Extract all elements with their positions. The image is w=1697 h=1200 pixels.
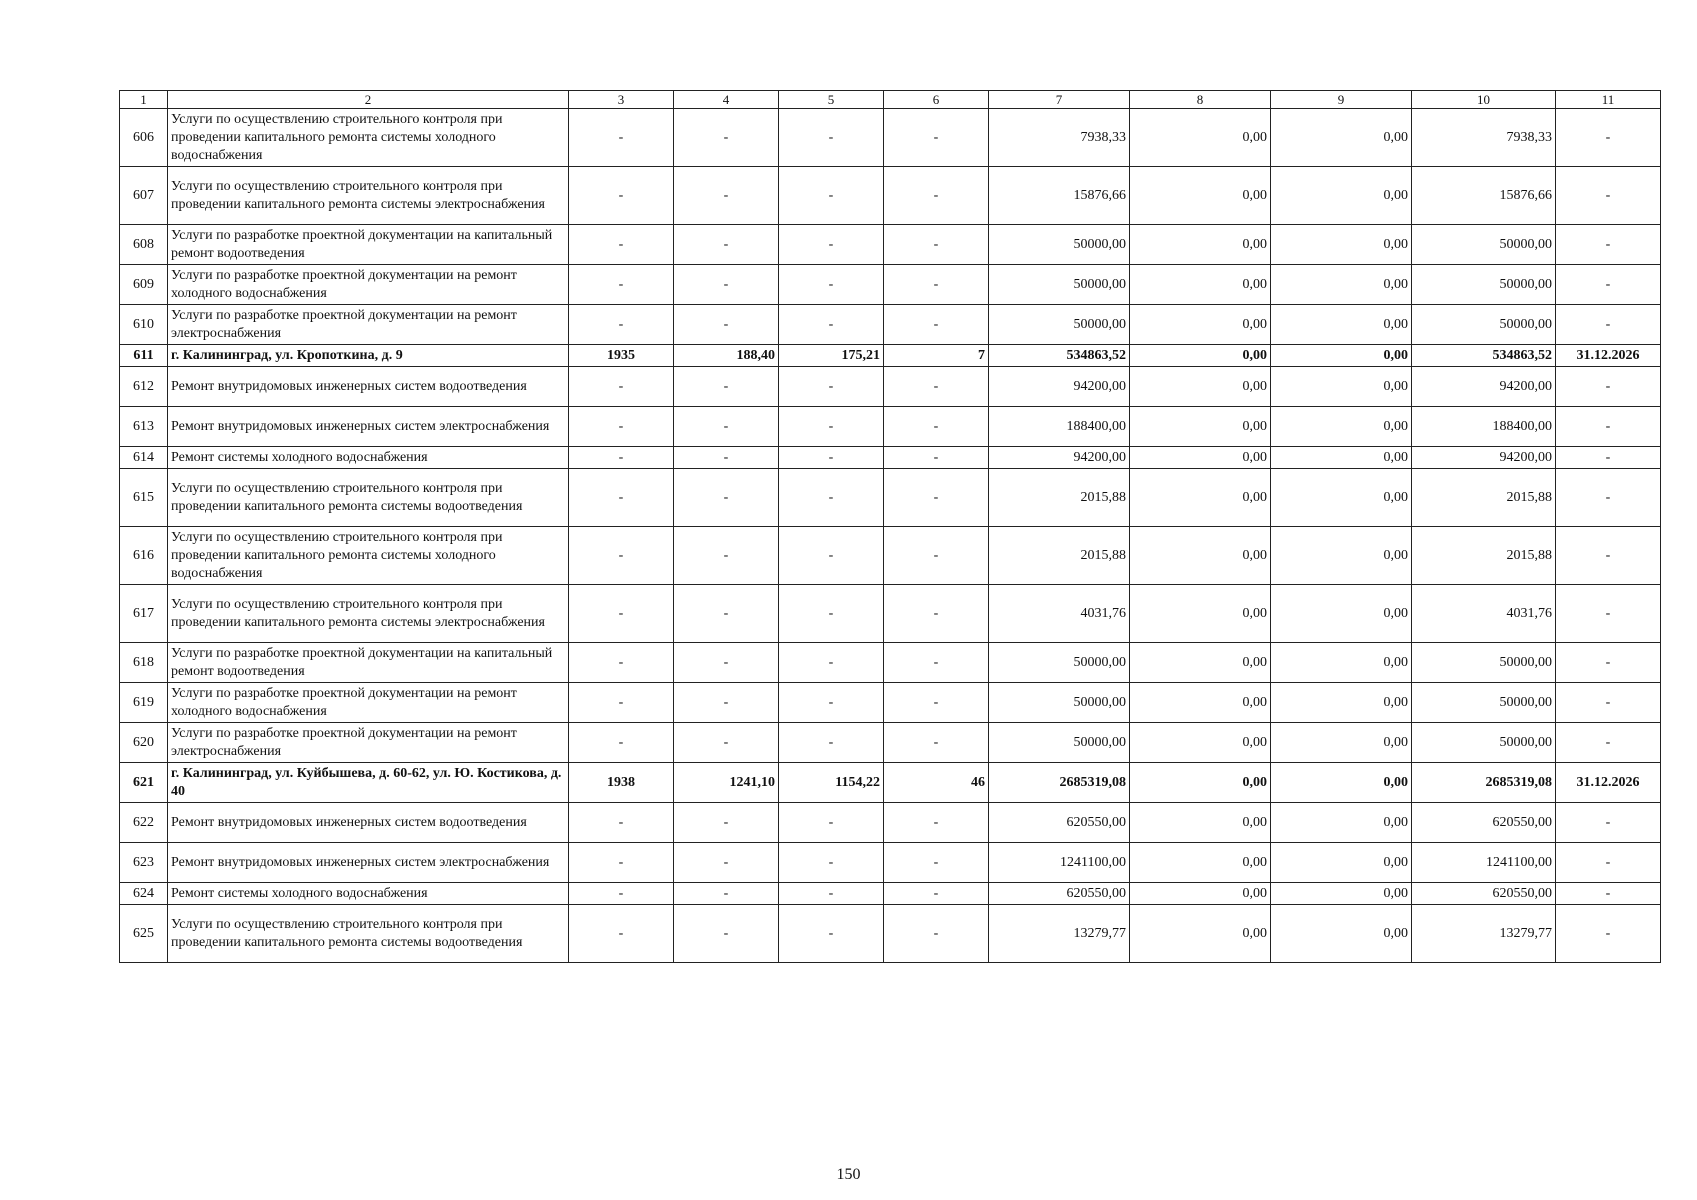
cell-col-8: 0,00 <box>1130 683 1271 723</box>
cell-col-10: 534863,52 <box>1412 345 1556 367</box>
cell-col-10: 188400,00 <box>1412 407 1556 447</box>
row-number-cell: 606 <box>120 109 168 167</box>
row-number-cell: 622 <box>120 803 168 843</box>
table-row <box>120 469 1661 527</box>
cell-col-9: 0,00 <box>1271 407 1412 447</box>
cell-col-9: 0,00 <box>1271 367 1412 407</box>
header-cell: 8 <box>1130 91 1271 109</box>
cell-col-6: - <box>884 447 989 469</box>
header-cell: 10 <box>1412 91 1556 109</box>
cell-col-5: - <box>779 447 884 469</box>
cell-col-6: - <box>884 305 989 345</box>
header-cell: 3 <box>569 91 674 109</box>
table-row <box>120 843 1661 883</box>
object-name-cell: Ремонт системы холодного водоснабжения <box>168 883 569 905</box>
cell-col-3: 1938 <box>569 763 674 803</box>
cell-col-3: - <box>569 447 674 469</box>
table-row <box>120 883 1661 905</box>
cell-col-11: 31.12.2026 <box>1556 763 1661 803</box>
data-table <box>119 90 1661 963</box>
cell-col-3: - <box>569 305 674 345</box>
table-row <box>120 905 1661 963</box>
cell-col-9: 0,00 <box>1271 305 1412 345</box>
cell-col-4: - <box>674 683 779 723</box>
cell-col-9: 0,00 <box>1271 883 1412 905</box>
table-row <box>120 109 1661 167</box>
row-number-cell: 618 <box>120 643 168 683</box>
cell-col-4: - <box>674 905 779 963</box>
cell-col-4: - <box>674 723 779 763</box>
cell-col-7: 620550,00 <box>989 883 1130 905</box>
cell-col-10: 50000,00 <box>1412 723 1556 763</box>
cell-col-6: - <box>884 367 989 407</box>
cell-col-8: 0,00 <box>1130 803 1271 843</box>
cell-col-9: 0,00 <box>1271 585 1412 643</box>
cell-col-6: - <box>884 905 989 963</box>
cell-col-11: - <box>1556 883 1661 905</box>
cell-col-5: - <box>779 109 884 167</box>
cell-col-7: 620550,00 <box>989 803 1130 843</box>
cell-col-5: - <box>779 167 884 225</box>
cell-col-7: 7938,33 <box>989 109 1130 167</box>
cell-col-6: 46 <box>884 763 989 803</box>
cell-col-11: - <box>1556 167 1661 225</box>
row-number-cell: 621 <box>120 763 168 803</box>
row-number-cell: 624 <box>120 883 168 905</box>
cell-col-3: - <box>569 723 674 763</box>
table-row <box>120 683 1661 723</box>
cell-col-10: 94200,00 <box>1412 447 1556 469</box>
cell-col-8: 0,00 <box>1130 407 1271 447</box>
cell-col-9: 0,00 <box>1271 345 1412 367</box>
cell-col-10: 94200,00 <box>1412 367 1556 407</box>
cell-col-4: - <box>674 225 779 265</box>
cell-col-7: 50000,00 <box>989 305 1130 345</box>
cell-col-8: 0,00 <box>1130 527 1271 585</box>
cell-col-3: - <box>569 265 674 305</box>
cell-col-9: 0,00 <box>1271 265 1412 305</box>
cell-col-10: 50000,00 <box>1412 225 1556 265</box>
object-name-cell: Ремонт внутридомовых инженерных систем водоотведения <box>168 367 569 407</box>
cell-col-6: - <box>884 167 989 225</box>
cell-col-5: - <box>779 527 884 585</box>
cell-col-10: 50000,00 <box>1412 305 1556 345</box>
cell-col-3: - <box>569 643 674 683</box>
cell-col-3: - <box>569 167 674 225</box>
cell-col-7: 94200,00 <box>989 367 1130 407</box>
cell-col-8: 0,00 <box>1130 883 1271 905</box>
cell-col-11: - <box>1556 447 1661 469</box>
cell-col-4: - <box>674 167 779 225</box>
object-name-cell: г. Калининград, ул. Кропоткина, д. 9 <box>168 345 569 367</box>
cell-col-3: - <box>569 683 674 723</box>
page-number: 150 <box>836 1166 861 1183</box>
cell-col-5: - <box>779 883 884 905</box>
cell-col-5: 175,21 <box>779 345 884 367</box>
cell-col-11: - <box>1556 469 1661 527</box>
cell-col-8: 0,00 <box>1130 905 1271 963</box>
cell-col-4: 1241,10 <box>674 763 779 803</box>
cell-col-5: - <box>779 305 884 345</box>
cell-col-10: 2685319,08 <box>1412 763 1556 803</box>
cell-col-6: - <box>884 225 989 265</box>
object-name-cell: Ремонт внутридомовых инженерных систем электроснабжения <box>168 843 569 883</box>
cell-col-7: 15876,66 <box>989 167 1130 225</box>
cell-col-4: - <box>674 109 779 167</box>
cell-col-7: 1241100,00 <box>989 843 1130 883</box>
cell-col-5: - <box>779 585 884 643</box>
cell-col-3: - <box>569 843 674 883</box>
table-row <box>120 723 1661 763</box>
cell-col-7: 50000,00 <box>989 265 1130 305</box>
cell-col-4: - <box>674 447 779 469</box>
cell-col-3: 1935 <box>569 345 674 367</box>
cell-col-8: 0,00 <box>1130 367 1271 407</box>
cell-col-7: 50000,00 <box>989 225 1130 265</box>
cell-col-9: 0,00 <box>1271 109 1412 167</box>
cell-col-9: 0,00 <box>1271 167 1412 225</box>
table-row <box>120 803 1661 843</box>
cell-col-5: - <box>779 803 884 843</box>
cell-col-4: - <box>674 305 779 345</box>
header-cell: 5 <box>779 91 884 109</box>
object-name-cell: Услуги по разработке проектной документации на капитальный ремонт водоотведения <box>168 643 569 683</box>
cell-col-8: 0,00 <box>1130 723 1271 763</box>
cell-col-9: 0,00 <box>1271 843 1412 883</box>
cell-col-3: - <box>569 527 674 585</box>
cell-col-10: 50000,00 <box>1412 643 1556 683</box>
cell-col-5: - <box>779 905 884 963</box>
cell-col-5: - <box>779 469 884 527</box>
cell-col-6: - <box>884 407 989 447</box>
cell-col-10: 2015,88 <box>1412 469 1556 527</box>
cell-col-8: 0,00 <box>1130 265 1271 305</box>
cell-col-4: - <box>674 643 779 683</box>
cell-col-3: - <box>569 367 674 407</box>
cell-col-7: 4031,76 <box>989 585 1130 643</box>
row-number-cell: 615 <box>120 469 168 527</box>
row-number-cell: 617 <box>120 585 168 643</box>
cell-col-8: 0,00 <box>1130 447 1271 469</box>
cell-col-9: 0,00 <box>1271 469 1412 527</box>
cell-col-8: 0,00 <box>1130 643 1271 683</box>
table-row <box>120 367 1661 407</box>
cell-col-6: - <box>884 265 989 305</box>
cell-col-8: 0,00 <box>1130 585 1271 643</box>
header-cell: 11 <box>1556 91 1661 109</box>
cell-col-7: 94200,00 <box>989 447 1130 469</box>
cell-col-3: - <box>569 905 674 963</box>
cell-col-8: 0,00 <box>1130 469 1271 527</box>
cell-col-10: 2015,88 <box>1412 527 1556 585</box>
cell-col-5: 1154,22 <box>779 763 884 803</box>
cell-col-3: - <box>569 585 674 643</box>
table-row <box>120 167 1661 225</box>
cell-col-7: 50000,00 <box>989 683 1130 723</box>
table-row <box>120 225 1661 265</box>
cell-col-6: - <box>884 883 989 905</box>
cell-col-3: - <box>569 803 674 843</box>
cell-col-4: - <box>674 527 779 585</box>
cell-col-11: - <box>1556 585 1661 643</box>
table-row <box>120 643 1661 683</box>
row-number-cell: 616 <box>120 527 168 585</box>
cell-col-4: - <box>674 407 779 447</box>
header-cell: 4 <box>674 91 779 109</box>
cell-col-5: - <box>779 225 884 265</box>
cell-col-10: 4031,76 <box>1412 585 1556 643</box>
cell-col-4: - <box>674 469 779 527</box>
cell-col-11: - <box>1556 643 1661 683</box>
cell-col-11: - <box>1556 265 1661 305</box>
table-row <box>120 265 1661 305</box>
object-name-cell: Ремонт внутридомовых инженерных систем электроснабжения <box>168 407 569 447</box>
cell-col-5: - <box>779 843 884 883</box>
cell-col-10: 15876,66 <box>1412 167 1556 225</box>
cell-col-11: - <box>1556 843 1661 883</box>
cell-col-4: - <box>674 843 779 883</box>
cell-col-11: - <box>1556 225 1661 265</box>
cell-col-6: - <box>884 109 989 167</box>
cell-col-6: - <box>884 469 989 527</box>
cell-col-7: 13279,77 <box>989 905 1130 963</box>
row-number-cell: 607 <box>120 167 168 225</box>
cell-col-10: 13279,77 <box>1412 905 1556 963</box>
cell-col-4: - <box>674 883 779 905</box>
cell-col-4: - <box>674 367 779 407</box>
object-name-cell: Услуги по осуществлению строительного контроля при проведении капитального ремонта системы водоотведения <box>168 469 569 527</box>
table-row <box>120 407 1661 447</box>
cell-col-8: 0,00 <box>1130 843 1271 883</box>
cell-col-3: - <box>569 109 674 167</box>
table-row <box>120 305 1661 345</box>
cell-col-11: - <box>1556 367 1661 407</box>
cell-col-8: 0,00 <box>1130 225 1271 265</box>
cell-col-5: - <box>779 367 884 407</box>
cell-col-7: 50000,00 <box>989 723 1130 763</box>
cell-col-8: 0,00 <box>1130 167 1271 225</box>
object-name-cell: Услуги по разработке проектной документации на ремонт электроснабжения <box>168 723 569 763</box>
cell-col-5: - <box>779 643 884 683</box>
cell-col-11: - <box>1556 723 1661 763</box>
header-cell: 6 <box>884 91 989 109</box>
cell-col-6: - <box>884 843 989 883</box>
cell-col-8: 0,00 <box>1130 763 1271 803</box>
row-number-cell: 610 <box>120 305 168 345</box>
cell-col-9: 0,00 <box>1271 643 1412 683</box>
row-number-cell: 620 <box>120 723 168 763</box>
cell-col-9: 0,00 <box>1271 683 1412 723</box>
cell-col-11: - <box>1556 683 1661 723</box>
cell-col-4: 188,40 <box>674 345 779 367</box>
cell-col-9: 0,00 <box>1271 763 1412 803</box>
table-row <box>120 527 1661 585</box>
cell-col-11: - <box>1556 305 1661 345</box>
cell-col-10: 50000,00 <box>1412 683 1556 723</box>
cell-col-3: - <box>569 469 674 527</box>
cell-col-7: 534863,52 <box>989 345 1130 367</box>
cell-col-9: 0,00 <box>1271 527 1412 585</box>
cell-col-5: - <box>779 683 884 723</box>
cell-col-9: 0,00 <box>1271 447 1412 469</box>
row-number-cell: 609 <box>120 265 168 305</box>
cell-col-9: 0,00 <box>1271 723 1412 763</box>
object-name-cell: Услуги по осуществлению строительного контроля при проведении капитального ремонта системы водоотведения <box>168 905 569 963</box>
object-name-cell: г. Калининград, ул. Куйбышева, д. 60-62, ул. Ю. Костикова, д. 40 <box>168 763 569 803</box>
cell-col-11: - <box>1556 527 1661 585</box>
cell-col-11: 31.12.2026 <box>1556 345 1661 367</box>
cell-col-8: 0,00 <box>1130 109 1271 167</box>
header-cell: 9 <box>1271 91 1412 109</box>
object-name-cell: Ремонт внутридомовых инженерных систем водоотведения <box>168 803 569 843</box>
cell-col-6: - <box>884 585 989 643</box>
object-name-cell: Услуги по разработке проектной документации на ремонт электроснабжения <box>168 305 569 345</box>
object-name-cell: Услуги по разработке проектной документации на ремонт холодного водоснабжения <box>168 683 569 723</box>
cell-col-4: - <box>674 803 779 843</box>
object-name-cell: Услуги по осуществлению строительного контроля при проведении капитального ремонта системы холодного водоснабжения <box>168 527 569 585</box>
row-number-cell: 613 <box>120 407 168 447</box>
row-number-cell: 625 <box>120 905 168 963</box>
table-row <box>120 345 1661 367</box>
row-number-cell: 611 <box>120 345 168 367</box>
cell-col-6: 7 <box>884 345 989 367</box>
cell-col-5: - <box>779 723 884 763</box>
cell-col-9: 0,00 <box>1271 803 1412 843</box>
row-number-cell: 612 <box>120 367 168 407</box>
table-row <box>120 763 1661 803</box>
cell-col-10: 620550,00 <box>1412 803 1556 843</box>
cell-col-10: 1241100,00 <box>1412 843 1556 883</box>
cell-col-3: - <box>569 407 674 447</box>
cell-col-7: 50000,00 <box>989 643 1130 683</box>
cell-col-10: 7938,33 <box>1412 109 1556 167</box>
cell-col-5: - <box>779 407 884 447</box>
cell-col-8: 0,00 <box>1130 345 1271 367</box>
cell-col-4: - <box>674 265 779 305</box>
cell-col-8: 0,00 <box>1130 305 1271 345</box>
object-name-cell: Ремонт системы холодного водоснабжения <box>168 447 569 469</box>
object-name-cell: Услуги по осуществлению строительного контроля при проведении капитального ремонта системы электроснабжения <box>168 167 569 225</box>
table-body <box>120 91 1661 963</box>
header-cell: 2 <box>168 91 569 109</box>
cell-col-6: - <box>884 683 989 723</box>
table-row <box>120 447 1661 469</box>
cell-col-9: 0,00 <box>1271 225 1412 265</box>
cell-col-5: - <box>779 265 884 305</box>
cell-col-4: - <box>674 585 779 643</box>
object-name-cell: Услуги по разработке проектной документации на капитальный ремонт водоотведения <box>168 225 569 265</box>
cell-col-7: 188400,00 <box>989 407 1130 447</box>
cell-col-11: - <box>1556 407 1661 447</box>
cell-col-3: - <box>569 883 674 905</box>
cell-col-10: 50000,00 <box>1412 265 1556 305</box>
cell-col-11: - <box>1556 905 1661 963</box>
cell-col-7: 2015,88 <box>989 527 1130 585</box>
row-number-cell: 623 <box>120 843 168 883</box>
cell-col-11: - <box>1556 803 1661 843</box>
cell-col-3: - <box>569 225 674 265</box>
header-cell: 7 <box>989 91 1130 109</box>
cell-col-9: 0,00 <box>1271 905 1412 963</box>
table-row <box>120 585 1661 643</box>
object-name-cell: Услуги по разработке проектной документации на ремонт холодного водоснабжения <box>168 265 569 305</box>
cell-col-7: 2015,88 <box>989 469 1130 527</box>
header-cell: 1 <box>120 91 168 109</box>
cell-col-6: - <box>884 803 989 843</box>
cell-col-6: - <box>884 643 989 683</box>
object-name-cell: Услуги по осуществлению строительного контроля при проведении капитального ремонта системы электроснабжения <box>168 585 569 643</box>
cell-col-11: - <box>1556 109 1661 167</box>
cell-col-6: - <box>884 723 989 763</box>
row-number-cell: 614 <box>120 447 168 469</box>
cell-col-7: 2685319,08 <box>989 763 1130 803</box>
object-name-cell: Услуги по осуществлению строительного контроля при проведении капитального ремонта системы холодного водоснабжения <box>168 109 569 167</box>
row-number-cell: 619 <box>120 683 168 723</box>
cell-col-10: 620550,00 <box>1412 883 1556 905</box>
cell-col-6: - <box>884 527 989 585</box>
header-row <box>120 91 1661 109</box>
row-number-cell: 608 <box>120 225 168 265</box>
